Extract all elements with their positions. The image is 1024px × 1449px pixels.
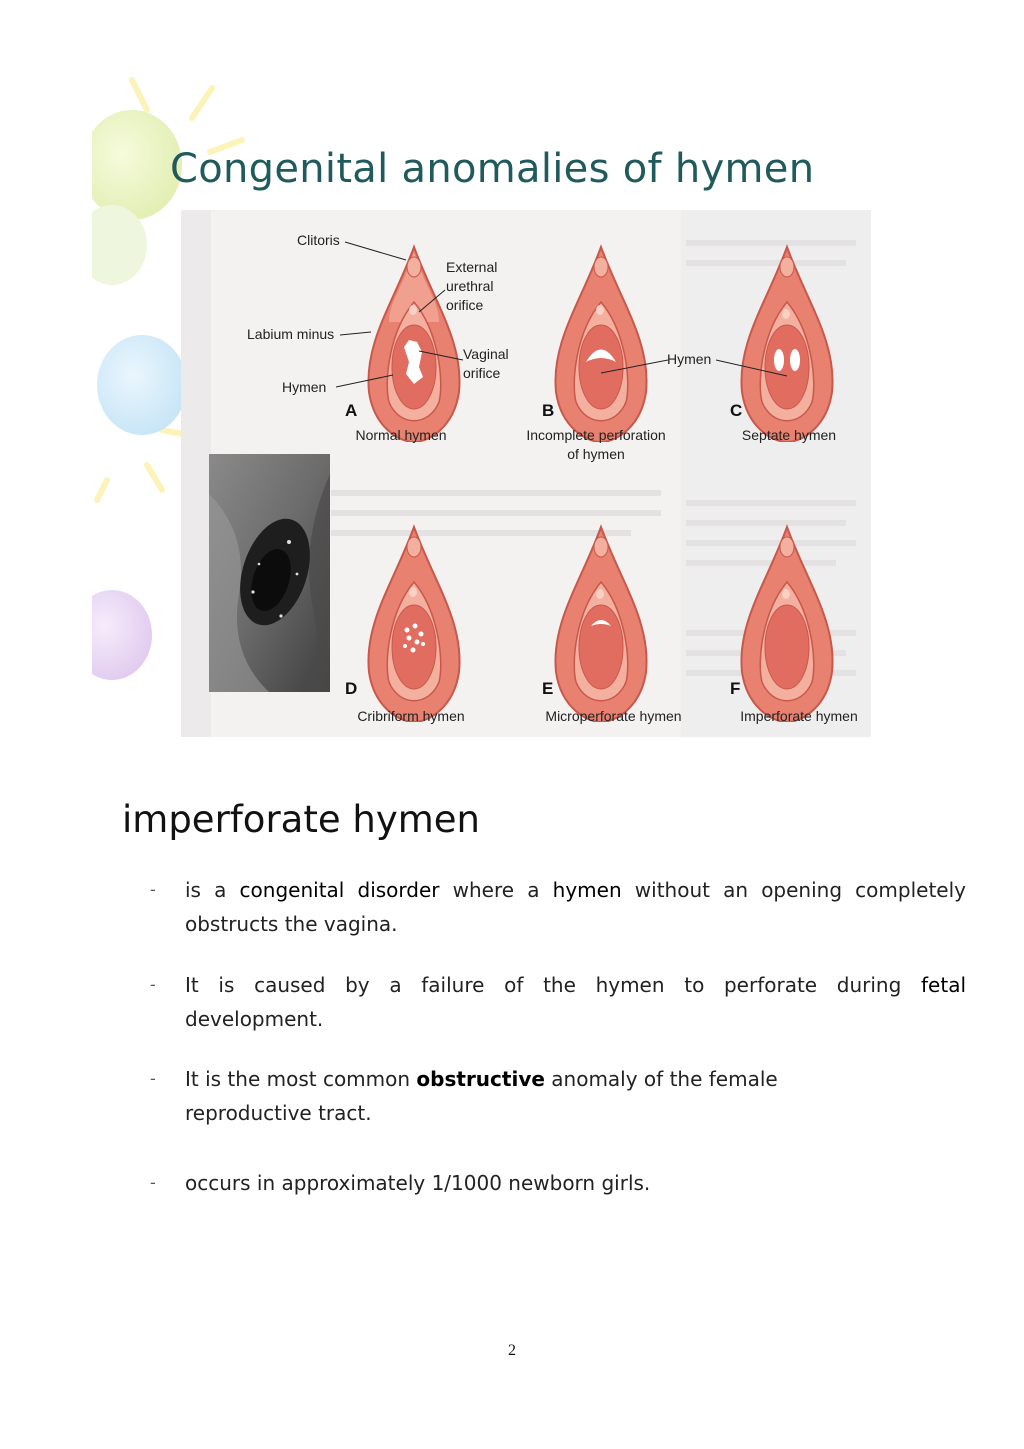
label-external-urethral-orifice: External urethral orifice [446,259,498,313]
panel-letter-d: D [345,679,358,698]
bullet-dash: - [150,975,156,994]
caption-normal-hymen: Normal hymen [355,427,447,443]
panel-f-drawing [732,522,842,722]
term-obstructive: obstructive [416,1067,545,1091]
label-hymen-bc: Hymen [667,351,712,367]
bullet-dash: - [150,1173,156,1192]
bullet-cause: - It is caused by a failure of the hymen to perforate during fetal development. [150,968,966,1036]
panel-letter-c: C [730,401,743,420]
panel-letter-f: F [730,679,741,698]
page-number: 2 [508,1342,516,1359]
bullet-common-anomaly: - It is the most common obstructive anomaly of the female reproductive tract. [150,1062,966,1130]
section-heading: imperforate hymen [122,798,480,841]
balloon-yellow [92,110,182,220]
panel-letter-e: E [542,679,554,698]
bullet-incidence: - occurs in approximately 1/1000 newborn girls. [150,1166,966,1200]
label-labium-minus: Labium minus [247,326,335,342]
caption-septate-hymen: Septate hymen [741,427,837,443]
panel-d-drawing [359,522,469,722]
balloon-purple [92,590,152,680]
label-hymen-a: Hymen [282,379,327,395]
balloon-blue [97,335,187,435]
caption-microperforate-hymen: Microperforate hymen [545,708,682,724]
hymen-anomalies-figure [181,210,871,737]
link-congenital-disorder: congenital disorder [239,878,440,902]
label-clitoris: Clitoris [297,232,340,248]
link-hymen: hymen [552,878,622,902]
bullet-definition: - is a congenital disorder where a hymen without an opening completely obstructs the vagina. [150,873,966,941]
panel-e-drawing [546,522,656,722]
panel-b-drawing [546,242,656,442]
clinical-photo [209,454,330,692]
bullet-dash: - [150,1069,156,1088]
link-fetal: fetal [921,973,966,997]
label-vaginal-orifice: Vaginal orifice [463,346,509,381]
bullet-dash: - [150,880,156,899]
slide-title: Congenital anomalies of hymen [170,146,815,192]
panel-letter-a: A [345,401,358,420]
caption-cribriform-hymen: Cribriform hymen [357,708,465,724]
panel-c-drawing [732,242,842,442]
caption-incomplete-perforation: Incomplete perforation of hymen [526,427,666,462]
caption-imperforate-hymen: Imperforate hymen [740,708,858,724]
panel-letter-b: B [542,401,555,420]
